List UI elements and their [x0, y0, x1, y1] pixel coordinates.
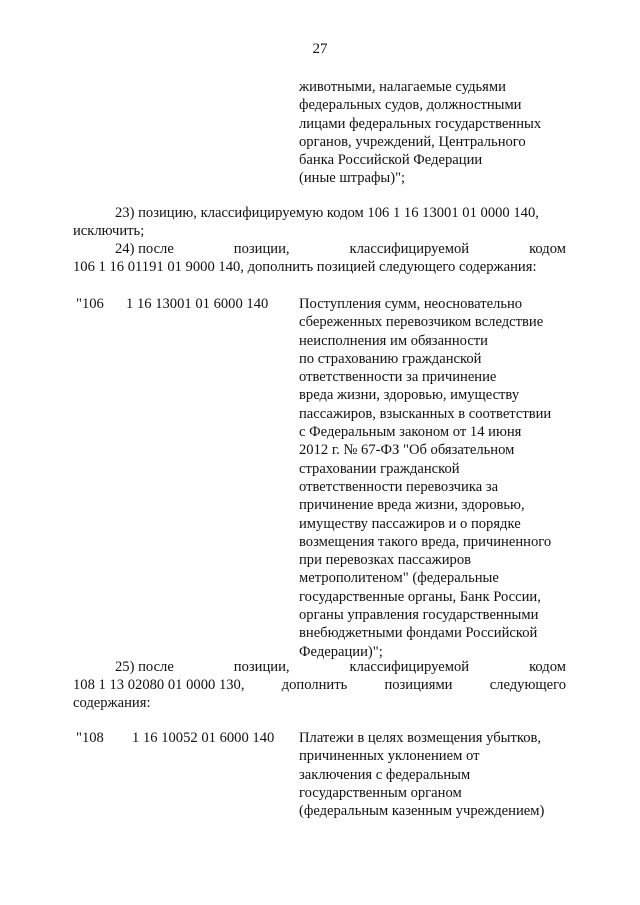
continued-description: [299, 78, 599, 188]
item-24-word: кодом: [529, 241, 566, 257]
text-line: федеральных судов, должностными: [299, 97, 522, 114]
text-line: имуществу пассажиров и о порядке: [299, 515, 521, 532]
item-25-word: кодом: [529, 659, 566, 675]
text-line: при перевозках пассажиров: [299, 552, 472, 569]
text-line: животными, налагаемые судьями: [299, 79, 506, 95]
text-line: Платежи в целях возмещения убытков,: [299, 730, 542, 746]
text-line: метрополитеном" (федеральные: [299, 570, 499, 587]
item-25-word: следующего: [489, 677, 566, 693]
entry-2-description: [299, 729, 599, 820]
text-line: с Федеральным законом от 14 июня: [299, 424, 522, 441]
text-line: (федеральным казенным учреждением): [299, 803, 545, 820]
item-24-line-1: [115, 240, 566, 258]
item-25-word: 108 1 13 02080 01 0000 130,: [73, 677, 245, 693]
item-25-word: 25) после: [115, 659, 174, 675]
text-line: Федерации)";: [299, 643, 383, 660]
text-line: (иные штрафы)";: [299, 170, 406, 187]
text-line: сбереженных перевозчиком вследствие: [299, 314, 544, 331]
text-line: заключения с федеральным: [299, 766, 471, 783]
item-25-word: позиции,: [233, 659, 290, 675]
text-line: внебюджетными фондами Российской: [299, 625, 538, 642]
text-line: государственным органом: [299, 784, 462, 801]
text-line: органов, учреждений, Центрального: [299, 133, 526, 150]
item-25-line-3: содержания:: [73, 695, 151, 711]
text-line: возмещения такого вреда, причиненного: [299, 533, 552, 550]
item-23-line-2: исключить;: [73, 223, 145, 239]
text-line: неисполнения им обязанности: [299, 332, 488, 349]
item-24-word: 24) после: [115, 241, 174, 257]
text-line: органы управления государственными: [299, 607, 539, 624]
entry-1-kbk-code: 1 16 13001 01 6000 140: [126, 296, 269, 312]
item-24-word: классифицируемой: [349, 241, 470, 257]
text-line: ответственности за причинение: [299, 369, 497, 386]
item-25-word: классифицируемой: [349, 659, 470, 675]
text-line: вреда жизни, здоровью, имуществу: [299, 387, 520, 404]
text-line: лицами федеральных государственных: [299, 115, 542, 132]
item-25-word: позициями: [384, 677, 453, 693]
text-line: банка Российской Федерации: [299, 152, 483, 169]
item-25-line-1: [115, 658, 566, 676]
item-25-word: дополнить: [281, 677, 348, 693]
text-line: пассажиров, взысканных в соответствии: [299, 405, 552, 422]
entry-2-kbk-code: 1 16 10052 01 6000 140: [132, 730, 275, 746]
item-24-word: позиции,: [233, 241, 290, 257]
text-line: причинение вреда жизни, здоровью,: [299, 497, 525, 514]
text-line: 2012 г. № 67-ФЗ "Об обязательном: [299, 442, 515, 459]
item-25-line-2: [73, 676, 566, 694]
text-line: Поступления сумм, неосновательно: [299, 296, 523, 312]
item-24-line-2: 106 1 16 01191 01 9000 140, дополнить позицией следующего содержания:: [73, 259, 537, 275]
entry-2-admin-code: "108: [76, 730, 104, 746]
entry-1-description: [299, 295, 599, 661]
text-line: ответственности перевозчика за: [299, 478, 499, 495]
entry-1-admin-code: "106: [76, 296, 104, 312]
page-number: 27: [312, 41, 328, 57]
item-23-line-1: 23) позицию, классифицируемую кодом 106 1 16 13001 01 0000 140,: [115, 205, 539, 221]
text-line: страховании гражданской: [299, 460, 460, 477]
text-line: причиненных уклонением от: [299, 748, 480, 765]
text-line: по страхованию гражданской: [299, 350, 482, 367]
text-line: государственные органы, Банк России,: [299, 588, 541, 605]
